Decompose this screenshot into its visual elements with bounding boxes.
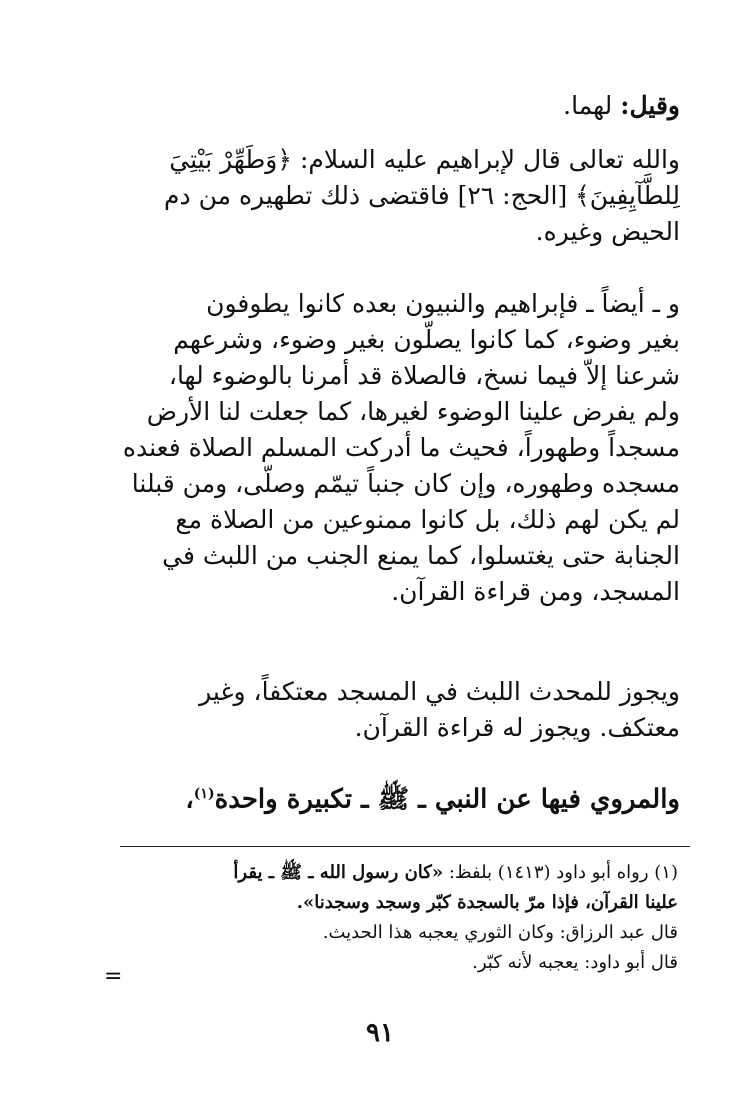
footnote-line (120, 918, 678, 948)
text-line: لم يكن لهم ذلك، بل كانوا ممنوعين من الصلاة مع (175, 505, 680, 534)
footnote-separator (120, 846, 690, 847)
text-line: الحيض وغيره. (535, 217, 680, 246)
text-line: الجنابة حتى يغتسلوا، كما يمنع الجنب من اللبث في (162, 541, 680, 570)
footnote-text: (١) رواه أبو داود (١٤١٣) بلفظ: (443, 862, 678, 883)
text-line: والله تعالى قال لإبراهيم عليه السلام: ﴿وَطَهِّرْ بَيْتِيَ (169, 145, 680, 174)
continuation-mark: = (104, 964, 123, 989)
text-line: مسجده وطهوره، وإن كان جنباً تيمّم وصلّى، ومن قبلنا (131, 469, 680, 498)
paragraph-2 (120, 142, 680, 250)
trailing-comma: ، (185, 784, 194, 815)
text-line: و ـ أيضاً ـ فإبراهيم والنبيون بعده كانوا يطوفون (206, 289, 680, 318)
text-line: المسجد، ومن قراءة القرآن. (391, 577, 680, 606)
paragraph-1 (120, 88, 680, 124)
paragraph-5 (120, 776, 680, 818)
text-line: بغير وضوء، كما كانوا يصلّون بغير وضوء، وشرعهم (173, 325, 680, 354)
footnote-line (120, 888, 678, 918)
text-line (120, 88, 680, 124)
footnote-text: قال عبد الرزاق: وكان الثوري يعجبه هذا الحديث. (322, 922, 678, 943)
line-text: لهما. (563, 91, 613, 120)
text-line (120, 776, 680, 818)
lead-word: وقيل: (620, 91, 680, 120)
text-line: مسجداً وطهوراً، فحيث ما أدركت المسلم الصلاة فعنده (122, 433, 680, 462)
footnote-block (120, 858, 678, 978)
scan-dot (672, 66, 680, 74)
footnote-line (120, 948, 678, 978)
text-line: ويجوز للمحدث اللبث في المسجد معتكفاً، وغير (199, 677, 680, 706)
line-text: والمروي فيها عن النبي ـ ﷺ ـ تكبيرة واحدة (214, 784, 680, 815)
footnote-reference[interactable]: (١) (193, 786, 215, 802)
text-line: ولم يفرض علينا الوضوء لغيرها، كما جعلت لنا الأرض (146, 397, 680, 426)
text-line: شرعنا إلاّ فيما نسخ، فالصلاة قد أمرنا بالوضوء لها، (168, 361, 680, 390)
scan-dot (132, 66, 140, 74)
footnote-line (120, 858, 678, 888)
footnote-quote: علينا القرآن، فإذا مرّ بالسجدة كبّر وسجد وسجدنا». (296, 892, 678, 913)
footnote-quote: «كان رسول الله ـ ﷺ ـ يقرأ (233, 862, 444, 883)
page-number: ٩١ (366, 1018, 394, 1048)
paragraph-4 (120, 674, 680, 746)
text-line: معتكف. ويجوز له قراءة القرآن. (354, 713, 680, 742)
paragraph-3 (120, 286, 680, 610)
footnote-text: قال أبو داود: يعجبه لأنه كبّر. (472, 952, 678, 973)
text-line: لِلطَّآيِفِينَ﴾ [الحج: ٢٦] فاقتضى ذلك تطهيره من دم (164, 181, 680, 210)
